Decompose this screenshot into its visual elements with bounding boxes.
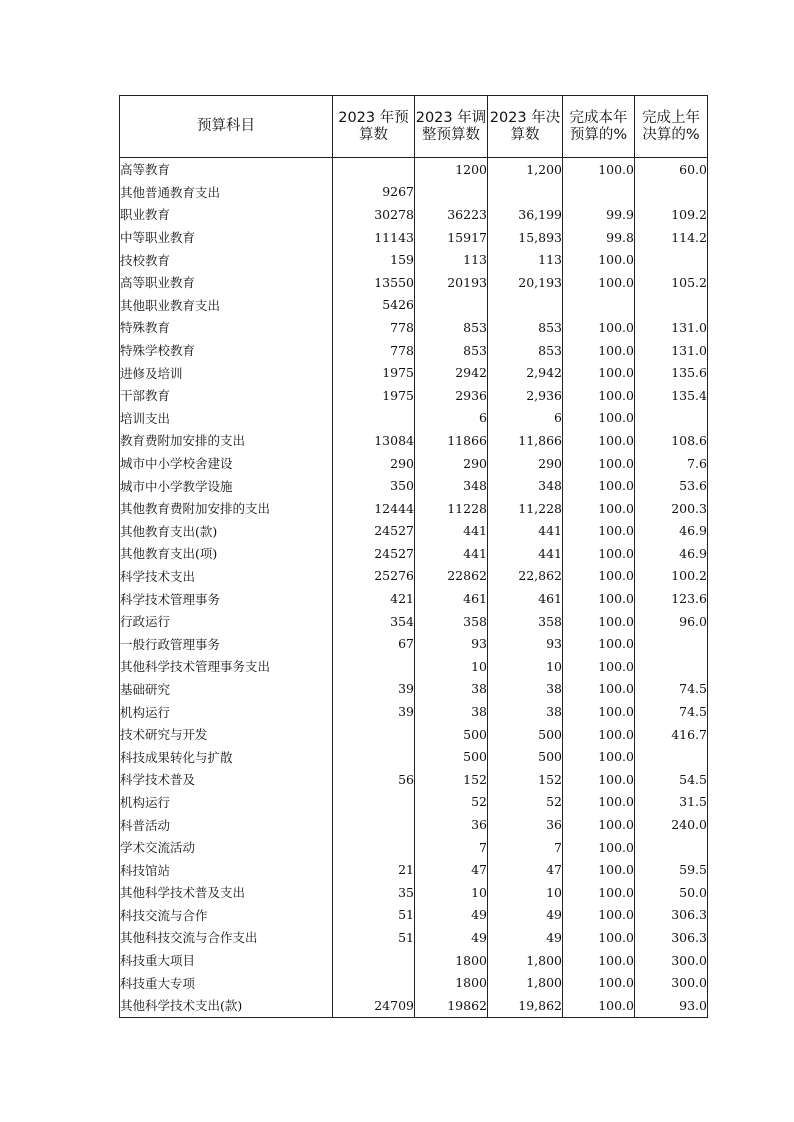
cell-pct-of-budget: 100.0 — [563, 678, 635, 701]
cell-final-accounts: 10 — [488, 881, 563, 904]
cell-final-accounts: 52 — [488, 791, 563, 814]
cell-pct-of-budget: 100.0 — [563, 949, 635, 972]
cell-final-accounts: 853 — [488, 339, 563, 362]
cell-final-accounts: 36,199 — [488, 203, 563, 226]
cell-adjusted-budget: 15917 — [415, 226, 488, 249]
cell-budget: 56 — [333, 768, 415, 791]
cell-final-accounts: 500 — [488, 723, 563, 746]
cell-pct-of-prev-year: 135.6 — [635, 361, 708, 384]
table-row — [120, 858, 708, 881]
cell-subject: 其他科技交流与合作支出 — [120, 926, 333, 949]
cell-pct-of-prev-year — [635, 407, 708, 430]
cell-adjusted-budget: 10 — [415, 881, 488, 904]
cell-pct-of-budget: 99.8 — [563, 226, 635, 249]
cell-final-accounts: 47 — [488, 858, 563, 881]
cell-final-accounts: 441 — [488, 520, 563, 543]
cell-budget: 1975 — [333, 384, 415, 407]
cell-adjusted-budget: 441 — [415, 520, 488, 543]
cell-subject: 科学技术支出 — [120, 565, 333, 588]
cell-pct-of-prev-year: 240.0 — [635, 813, 708, 836]
cell-subject: 机构运行 — [120, 791, 333, 814]
cell-pct-of-prev-year: 31.5 — [635, 791, 708, 814]
table-row — [120, 655, 708, 678]
cell-budget: 12444 — [333, 497, 415, 520]
table-row — [120, 361, 708, 384]
cell-final-accounts: 853 — [488, 316, 563, 339]
table-row — [120, 791, 708, 814]
cell-subject: 职业教育 — [120, 203, 333, 226]
cell-pct-of-budget: 100.0 — [563, 700, 635, 723]
cell-final-accounts: 38 — [488, 700, 563, 723]
cell-subject: 培训支出 — [120, 407, 333, 430]
table-row — [120, 497, 708, 520]
cell-pct-of-budget: 100.0 — [563, 339, 635, 362]
cell-pct-of-budget: 100.0 — [563, 520, 635, 543]
cell-subject: 技术研究与开发 — [120, 723, 333, 746]
cell-budget: 24527 — [333, 542, 415, 565]
table-row — [120, 632, 708, 655]
cell-subject: 其他科学技术支出(款) — [120, 994, 333, 1017]
cell-budget: 13550 — [333, 271, 415, 294]
cell-adjusted-budget: 1200 — [415, 158, 488, 181]
cell-pct-of-budget: 100.0 — [563, 723, 635, 746]
cell-pct-of-prev-year — [635, 745, 708, 768]
cell-pct-of-prev-year: 100.2 — [635, 565, 708, 588]
table-row — [120, 384, 708, 407]
cell-budget — [333, 813, 415, 836]
cell-final-accounts: 441 — [488, 542, 563, 565]
table-row — [120, 881, 708, 904]
cell-final-accounts: 10 — [488, 655, 563, 678]
table-row — [120, 949, 708, 972]
cell-adjusted-budget: 11228 — [415, 497, 488, 520]
table-row — [120, 610, 708, 633]
cell-adjusted-budget — [415, 294, 488, 317]
cell-adjusted-budget: 36 — [415, 813, 488, 836]
cell-budget — [333, 158, 415, 181]
cell-final-accounts: 461 — [488, 587, 563, 610]
header-final-accounts: 2023 年决算数 — [488, 96, 563, 158]
cell-subject: 高等教育 — [120, 158, 333, 181]
cell-subject: 城市中小学校舍建设 — [120, 452, 333, 475]
table-row — [120, 678, 708, 701]
cell-pct-of-prev-year: 59.5 — [635, 858, 708, 881]
cell-subject: 行政运行 — [120, 610, 333, 633]
cell-pct-of-budget: 99.9 — [563, 203, 635, 226]
table-row — [120, 723, 708, 746]
cell-pct-of-prev-year: 60.0 — [635, 158, 708, 181]
cell-pct-of-prev-year: 300.0 — [635, 971, 708, 994]
cell-final-accounts: 348 — [488, 474, 563, 497]
cell-budget: 30278 — [333, 203, 415, 226]
cell-final-accounts: 11,228 — [488, 497, 563, 520]
cell-adjusted-budget: 10 — [415, 655, 488, 678]
cell-adjusted-budget: 2942 — [415, 361, 488, 384]
cell-budget: 354 — [333, 610, 415, 633]
cell-pct-of-prev-year: 306.3 — [635, 926, 708, 949]
cell-pct-of-budget: 100.0 — [563, 836, 635, 859]
cell-pct-of-budget: 100.0 — [563, 971, 635, 994]
cell-final-accounts: 7 — [488, 836, 563, 859]
table-row — [120, 565, 708, 588]
cell-subject: 科学技术普及 — [120, 768, 333, 791]
cell-final-accounts: 500 — [488, 745, 563, 768]
cell-pct-of-budget: 100.0 — [563, 768, 635, 791]
cell-pct-of-budget: 100.0 — [563, 655, 635, 678]
table-row — [120, 429, 708, 452]
table-row — [120, 700, 708, 723]
cell-adjusted-budget: 1800 — [415, 971, 488, 994]
cell-subject: 干部教育 — [120, 384, 333, 407]
cell-subject: 进修及培训 — [120, 361, 333, 384]
cell-budget: 5426 — [333, 294, 415, 317]
header-row — [120, 96, 708, 158]
cell-adjusted-budget: 290 — [415, 452, 488, 475]
cell-pct-of-budget: 100.0 — [563, 271, 635, 294]
cell-adjusted-budget: 113 — [415, 248, 488, 271]
cell-budget: 778 — [333, 316, 415, 339]
cell-final-accounts: 1,800 — [488, 949, 563, 972]
cell-subject: 科技重大项目 — [120, 949, 333, 972]
cell-adjusted-budget — [415, 181, 488, 204]
cell-budget — [333, 723, 415, 746]
cell-final-accounts: 36 — [488, 813, 563, 836]
cell-final-accounts: 358 — [488, 610, 563, 633]
cell-pct-of-prev-year: 93.0 — [635, 994, 708, 1017]
cell-adjusted-budget: 2936 — [415, 384, 488, 407]
table-row — [120, 768, 708, 791]
cell-final-accounts: 49 — [488, 904, 563, 927]
cell-final-accounts: 19,862 — [488, 994, 563, 1017]
cell-pct-of-budget: 100.0 — [563, 497, 635, 520]
header-pct-of-budget: 完成本年预算的% — [563, 96, 635, 158]
cell-final-accounts: 290 — [488, 452, 563, 475]
cell-final-accounts: 6 — [488, 407, 563, 430]
cell-pct-of-prev-year: 46.9 — [635, 542, 708, 565]
cell-pct-of-budget: 100.0 — [563, 565, 635, 588]
cell-pct-of-budget: 100.0 — [563, 429, 635, 452]
cell-pct-of-budget: 100.0 — [563, 791, 635, 814]
cell-pct-of-prev-year: 131.0 — [635, 316, 708, 339]
cell-budget: 51 — [333, 904, 415, 927]
cell-final-accounts: 1,200 — [488, 158, 563, 181]
cell-pct-of-budget: 100.0 — [563, 904, 635, 927]
table-row — [120, 904, 708, 927]
cell-budget: 24527 — [333, 520, 415, 543]
cell-pct-of-budget: 100.0 — [563, 632, 635, 655]
cell-adjusted-budget: 152 — [415, 768, 488, 791]
table-row — [120, 339, 708, 362]
cell-adjusted-budget: 853 — [415, 339, 488, 362]
cell-pct-of-prev-year — [635, 836, 708, 859]
cell-adjusted-budget: 358 — [415, 610, 488, 633]
header-pct-of-prev-year: 完成上年决算的% — [635, 96, 708, 158]
cell-adjusted-budget: 52 — [415, 791, 488, 814]
cell-pct-of-prev-year: 306.3 — [635, 904, 708, 927]
cell-final-accounts: 22,862 — [488, 565, 563, 588]
cell-pct-of-prev-year: 416.7 — [635, 723, 708, 746]
header-adjusted-budget: 2023 年调整预算数 — [415, 96, 488, 158]
cell-pct-of-prev-year: 7.6 — [635, 452, 708, 475]
cell-adjusted-budget: 461 — [415, 587, 488, 610]
cell-pct-of-prev-year: 131.0 — [635, 339, 708, 362]
table-row — [120, 813, 708, 836]
table-row — [120, 248, 708, 271]
header-budget: 2023 年预算数 — [333, 96, 415, 158]
cell-subject: 中等职业教育 — [120, 226, 333, 249]
cell-pct-of-prev-year — [635, 655, 708, 678]
cell-adjusted-budget: 38 — [415, 700, 488, 723]
cell-pct-of-budget: 100.0 — [563, 745, 635, 768]
cell-budget: 1975 — [333, 361, 415, 384]
cell-pct-of-budget: 100.0 — [563, 452, 635, 475]
header-subject: 预算科目 — [120, 96, 333, 158]
cell-subject: 特殊教育 — [120, 316, 333, 339]
table-row — [120, 158, 708, 181]
cell-budget: 13084 — [333, 429, 415, 452]
cell-subject: 科技重大专项 — [120, 971, 333, 994]
cell-pct-of-prev-year: 96.0 — [635, 610, 708, 633]
cell-adjusted-budget: 93 — [415, 632, 488, 655]
cell-subject: 科学技术管理事务 — [120, 587, 333, 610]
table-row — [120, 994, 708, 1017]
cell-pct-of-prev-year — [635, 248, 708, 271]
cell-pct-of-budget: 100.0 — [563, 384, 635, 407]
cell-pct-of-budget: 100.0 — [563, 926, 635, 949]
cell-final-accounts: 1,800 — [488, 971, 563, 994]
table-row — [120, 542, 708, 565]
cell-subject: 其他教育支出(款) — [120, 520, 333, 543]
cell-final-accounts: 20,193 — [488, 271, 563, 294]
budget-table — [119, 95, 708, 1018]
cell-pct-of-prev-year: 74.5 — [635, 700, 708, 723]
cell-budget — [333, 791, 415, 814]
cell-final-accounts: 93 — [488, 632, 563, 655]
cell-budget: 11143 — [333, 226, 415, 249]
cell-subject: 其他普通教育支出 — [120, 181, 333, 204]
table-row — [120, 316, 708, 339]
cell-pct-of-budget — [563, 294, 635, 317]
cell-budget: 25276 — [333, 565, 415, 588]
table-row — [120, 294, 708, 317]
cell-adjusted-budget: 7 — [415, 836, 488, 859]
cell-pct-of-prev-year — [635, 294, 708, 317]
cell-budget: 290 — [333, 452, 415, 475]
cell-adjusted-budget: 6 — [415, 407, 488, 430]
cell-subject: 其他科学技术管理事务支出 — [120, 655, 333, 678]
table-row — [120, 474, 708, 497]
cell-final-accounts: 2,936 — [488, 384, 563, 407]
cell-adjusted-budget: 49 — [415, 926, 488, 949]
table-body — [120, 158, 708, 1018]
cell-budget: 39 — [333, 678, 415, 701]
table-row — [120, 971, 708, 994]
cell-budget: 159 — [333, 248, 415, 271]
cell-pct-of-prev-year: 123.6 — [635, 587, 708, 610]
cell-pct-of-budget: 100.0 — [563, 316, 635, 339]
cell-final-accounts: 49 — [488, 926, 563, 949]
cell-adjusted-budget: 11866 — [415, 429, 488, 452]
cell-pct-of-prev-year: 53.6 — [635, 474, 708, 497]
cell-budget: 39 — [333, 700, 415, 723]
cell-adjusted-budget: 441 — [415, 542, 488, 565]
cell-final-accounts: 2,942 — [488, 361, 563, 384]
cell-pct-of-budget: 100.0 — [563, 407, 635, 430]
cell-budget: 350 — [333, 474, 415, 497]
cell-subject: 机构运行 — [120, 700, 333, 723]
table-row — [120, 745, 708, 768]
table-row — [120, 226, 708, 249]
cell-pct-of-prev-year: 50.0 — [635, 881, 708, 904]
cell-subject: 特殊学校教育 — [120, 339, 333, 362]
table-row — [120, 407, 708, 430]
cell-pct-of-prev-year: 108.6 — [635, 429, 708, 452]
table-row — [120, 836, 708, 859]
cell-pct-of-prev-year: 200.3 — [635, 497, 708, 520]
cell-pct-of-budget: 100.0 — [563, 610, 635, 633]
table-row — [120, 203, 708, 226]
table-row — [120, 520, 708, 543]
table-row — [120, 181, 708, 204]
cell-subject: 高等职业教育 — [120, 271, 333, 294]
cell-pct-of-prev-year: 46.9 — [635, 520, 708, 543]
cell-subject: 基础研究 — [120, 678, 333, 701]
table-row — [120, 587, 708, 610]
cell-budget — [333, 836, 415, 859]
cell-pct-of-prev-year: 74.5 — [635, 678, 708, 701]
cell-pct-of-prev-year — [635, 181, 708, 204]
table-row — [120, 926, 708, 949]
cell-budget: 421 — [333, 587, 415, 610]
cell-budget: 24709 — [333, 994, 415, 1017]
cell-budget: 778 — [333, 339, 415, 362]
cell-adjusted-budget: 36223 — [415, 203, 488, 226]
cell-subject: 科技馆站 — [120, 858, 333, 881]
cell-adjusted-budget: 22862 — [415, 565, 488, 588]
cell-pct-of-budget: 100.0 — [563, 881, 635, 904]
cell-subject: 城市中小学教学设施 — [120, 474, 333, 497]
cell-final-accounts — [488, 294, 563, 317]
table-row — [120, 271, 708, 294]
cell-subject: 科普活动 — [120, 813, 333, 836]
cell-budget — [333, 745, 415, 768]
cell-budget: 51 — [333, 926, 415, 949]
cell-adjusted-budget: 853 — [415, 316, 488, 339]
cell-final-accounts: 152 — [488, 768, 563, 791]
cell-adjusted-budget: 20193 — [415, 271, 488, 294]
cell-subject: 科技交流与合作 — [120, 904, 333, 927]
cell-final-accounts — [488, 181, 563, 204]
cell-adjusted-budget: 500 — [415, 745, 488, 768]
cell-subject: 技校教育 — [120, 248, 333, 271]
cell-pct-of-prev-year: 300.0 — [635, 949, 708, 972]
cell-adjusted-budget: 500 — [415, 723, 488, 746]
cell-budget — [333, 949, 415, 972]
cell-subject: 其他科学技术普及支出 — [120, 881, 333, 904]
cell-adjusted-budget: 38 — [415, 678, 488, 701]
cell-final-accounts: 113 — [488, 248, 563, 271]
cell-pct-of-budget — [563, 181, 635, 204]
cell-budget: 9267 — [333, 181, 415, 204]
cell-pct-of-budget: 100.0 — [563, 858, 635, 881]
cell-pct-of-prev-year: 54.5 — [635, 768, 708, 791]
cell-subject: 其他教育支出(项) — [120, 542, 333, 565]
cell-adjusted-budget: 49 — [415, 904, 488, 927]
cell-subject: 其他职业教育支出 — [120, 294, 333, 317]
cell-final-accounts: 38 — [488, 678, 563, 701]
cell-adjusted-budget: 19862 — [415, 994, 488, 1017]
cell-pct-of-prev-year: 105.2 — [635, 271, 708, 294]
cell-final-accounts: 15,893 — [488, 226, 563, 249]
cell-subject: 教育费附加安排的支出 — [120, 429, 333, 452]
cell-adjusted-budget: 348 — [415, 474, 488, 497]
cell-pct-of-prev-year: 135.4 — [635, 384, 708, 407]
cell-pct-of-budget: 100.0 — [563, 158, 635, 181]
cell-pct-of-budget: 100.0 — [563, 474, 635, 497]
cell-adjusted-budget: 1800 — [415, 949, 488, 972]
cell-pct-of-budget: 100.0 — [563, 994, 635, 1017]
cell-pct-of-budget: 100.0 — [563, 361, 635, 384]
cell-pct-of-budget: 100.0 — [563, 587, 635, 610]
cell-budget — [333, 971, 415, 994]
cell-budget — [333, 655, 415, 678]
cell-pct-of-prev-year — [635, 632, 708, 655]
cell-budget — [333, 407, 415, 430]
cell-pct-of-budget: 100.0 — [563, 248, 635, 271]
cell-budget: 35 — [333, 881, 415, 904]
cell-subject: 一般行政管理事务 — [120, 632, 333, 655]
cell-final-accounts: 11,866 — [488, 429, 563, 452]
cell-subject: 科技成果转化与扩散 — [120, 745, 333, 768]
cell-pct-of-prev-year: 114.2 — [635, 226, 708, 249]
cell-subject: 其他教育费附加安排的支出 — [120, 497, 333, 520]
cell-budget: 67 — [333, 632, 415, 655]
cell-pct-of-budget: 100.0 — [563, 542, 635, 565]
cell-pct-of-prev-year: 109.2 — [635, 203, 708, 226]
table-row — [120, 452, 708, 475]
cell-adjusted-budget: 47 — [415, 858, 488, 881]
cell-budget: 21 — [333, 858, 415, 881]
cell-subject: 学术交流活动 — [120, 836, 333, 859]
cell-pct-of-budget: 100.0 — [563, 813, 635, 836]
